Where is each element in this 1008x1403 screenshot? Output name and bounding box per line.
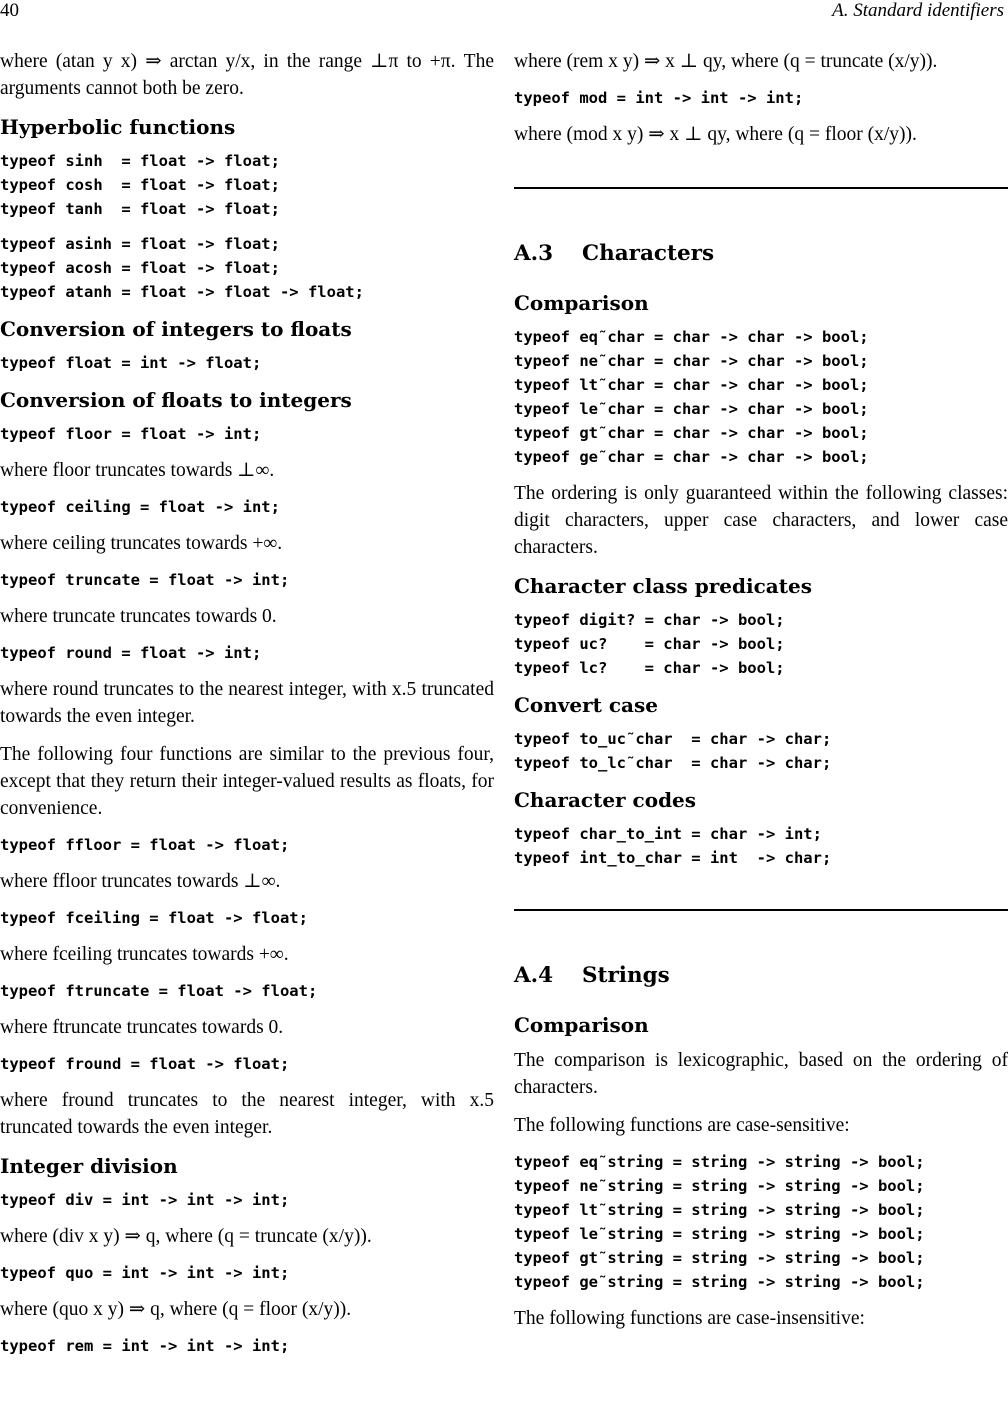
quo-code: typeof quo = int -> int -> int;	[0, 1264, 290, 1282]
char-ordering-note: The ordering is only guaranteed within the following classes: digit characters, upper case characters, and lower case characters.	[514, 483, 1008, 558]
mod-note: where (mod x y) ⇒ x ⊥ qy, where (q = floor (x/y)).	[514, 124, 917, 145]
char-comparison-heading: Comparison	[514, 291, 649, 315]
ffloor-code: typeof ffloor = float -> float;	[0, 836, 290, 854]
running-header	[0, 0, 1008, 24]
string-comparison-heading: Comparison	[514, 1013, 649, 1037]
section-a4-number: A.4	[514, 963, 554, 988]
section-a4-heading	[514, 961, 1008, 991]
section-a4-title: Strings	[582, 963, 670, 988]
fceiling-code: typeof fceiling = float -> float;	[0, 909, 308, 927]
floor-code: typeof floor = float -> int;	[0, 425, 262, 443]
round-code: typeof round = float -> int;	[0, 644, 262, 662]
int-to-float-code: typeof float = int -> float;	[0, 354, 262, 372]
char-class-code: typeof digit? = char -> bool; typeof uc? = char -> bool; typeof lc? = char -> bool;	[514, 611, 785, 677]
rem-note: where (rem x y) ⇒ x ⊥ qy, where (q = truncate (x/y)).	[514, 51, 938, 72]
char-codes-code: typeof char_to_int = char -> int; typeof int_to_char = int -> char;	[514, 825, 832, 867]
fceiling-note: where fceiling truncates towards +∞.	[0, 944, 289, 965]
integer-division-heading: Integer division	[0, 1154, 178, 1178]
char-class-heading: Character class predicates	[514, 574, 812, 598]
right-column	[514, 48, 1008, 1343]
ftruncate-note: where ftruncate truncates towards 0.	[0, 1017, 284, 1038]
case-insensitive-note: The following functions are case-insensitive:	[514, 1308, 865, 1329]
section-a3-heading	[514, 239, 1008, 269]
page-number: 40	[0, 0, 19, 21]
truncate-note: where truncate truncates towards 0.	[0, 606, 277, 627]
hyperbolic-code-block-1: typeof sinh = float -> float; typeof cosh = float -> float; typeof tanh = float -> float;	[0, 152, 280, 218]
left-column	[0, 48, 494, 1369]
floor-note: where floor truncates towards ⊥∞.	[0, 460, 275, 481]
int-to-float-heading: Conversion of integers to floats	[0, 317, 352, 341]
section-a3-title: Characters	[582, 241, 715, 266]
ceiling-code: typeof ceiling = float -> int;	[0, 498, 280, 516]
atan-note: where (atan y x) ⇒ arctan y/x, in the range ⊥π to +π. The arguments cannot both be zero.	[0, 51, 494, 99]
convert-case-heading: Convert case	[514, 693, 659, 717]
hyperbolic-heading: Hyperbolic functions	[0, 115, 236, 139]
div-code: typeof div = int -> int -> int;	[0, 1191, 290, 1209]
convert-case-code: typeof to_uc˜char = char -> char; typeof to_lc˜char = char -> char;	[514, 730, 832, 772]
ceiling-note: where ceiling truncates towards +∞.	[0, 533, 283, 554]
char-comparison-code: typeof eq˜char = char -> char -> bool; typeof ne˜char = char -> char -> bool; typeof lt˜char = char -> char -> bool; typeof le˜char = char -> char -> bool; typeof gt˜char = char -> char -> bool; typeof ge˜char = char -> char -> bool;	[514, 328, 869, 466]
fround-code: typeof fround = float -> float;	[0, 1055, 290, 1073]
fround-note: where fround truncates to the nearest integer, with x.5 truncated towards the even integer.	[0, 1090, 494, 1138]
ffloor-note: where ffloor truncates towards ⊥∞.	[0, 871, 281, 892]
char-codes-heading: Character codes	[514, 788, 697, 812]
string-comparison-code: typeof eq˜string = string -> string -> bool; typeof ne˜string = string -> string -> bool; typeof lt˜string = string -> string -> bool; typeof le˜string = string -> string -> bool; typeof gt˜string = string -> string -> bool; typeof ge˜string = string -> string -> bool;	[514, 1153, 925, 1291]
rem-code: typeof rem = int -> int -> int;	[0, 1337, 290, 1355]
mod-code: typeof mod = int -> int -> int;	[514, 89, 804, 107]
string-lexico-note: The comparison is lexicographic, based on the ordering of characters.	[514, 1050, 1008, 1098]
section-a3-number: A.3	[514, 241, 554, 266]
div-note: where (div x y) ⇒ q, where (q = truncate (x/y)).	[0, 1226, 372, 1247]
ftruncate-code: typeof ftruncate = float -> float;	[0, 982, 318, 1000]
truncate-code: typeof truncate = float -> int;	[0, 571, 290, 589]
hyperbolic-code-block-2: typeof asinh = float -> float; typeof acosh = float -> float; typeof atanh = float -> float -> float;	[0, 235, 364, 301]
case-sensitive-note: The following functions are case-sensitive:	[514, 1115, 850, 1136]
quo-note: where (quo x y) ⇒ q, where (q = floor (x/y)).	[0, 1299, 352, 1320]
float-to-int-heading: Conversion of floats to integers	[0, 388, 352, 412]
float-variants-intro: The following four functions are similar to the previous four, except that they return their integer-valued results as floats, for convenience.	[0, 744, 494, 819]
running-title: A. Standard identifiers	[832, 0, 1004, 21]
round-note: where round truncates to the nearest integer, with x.5 truncated towards the even integer.	[0, 679, 494, 727]
